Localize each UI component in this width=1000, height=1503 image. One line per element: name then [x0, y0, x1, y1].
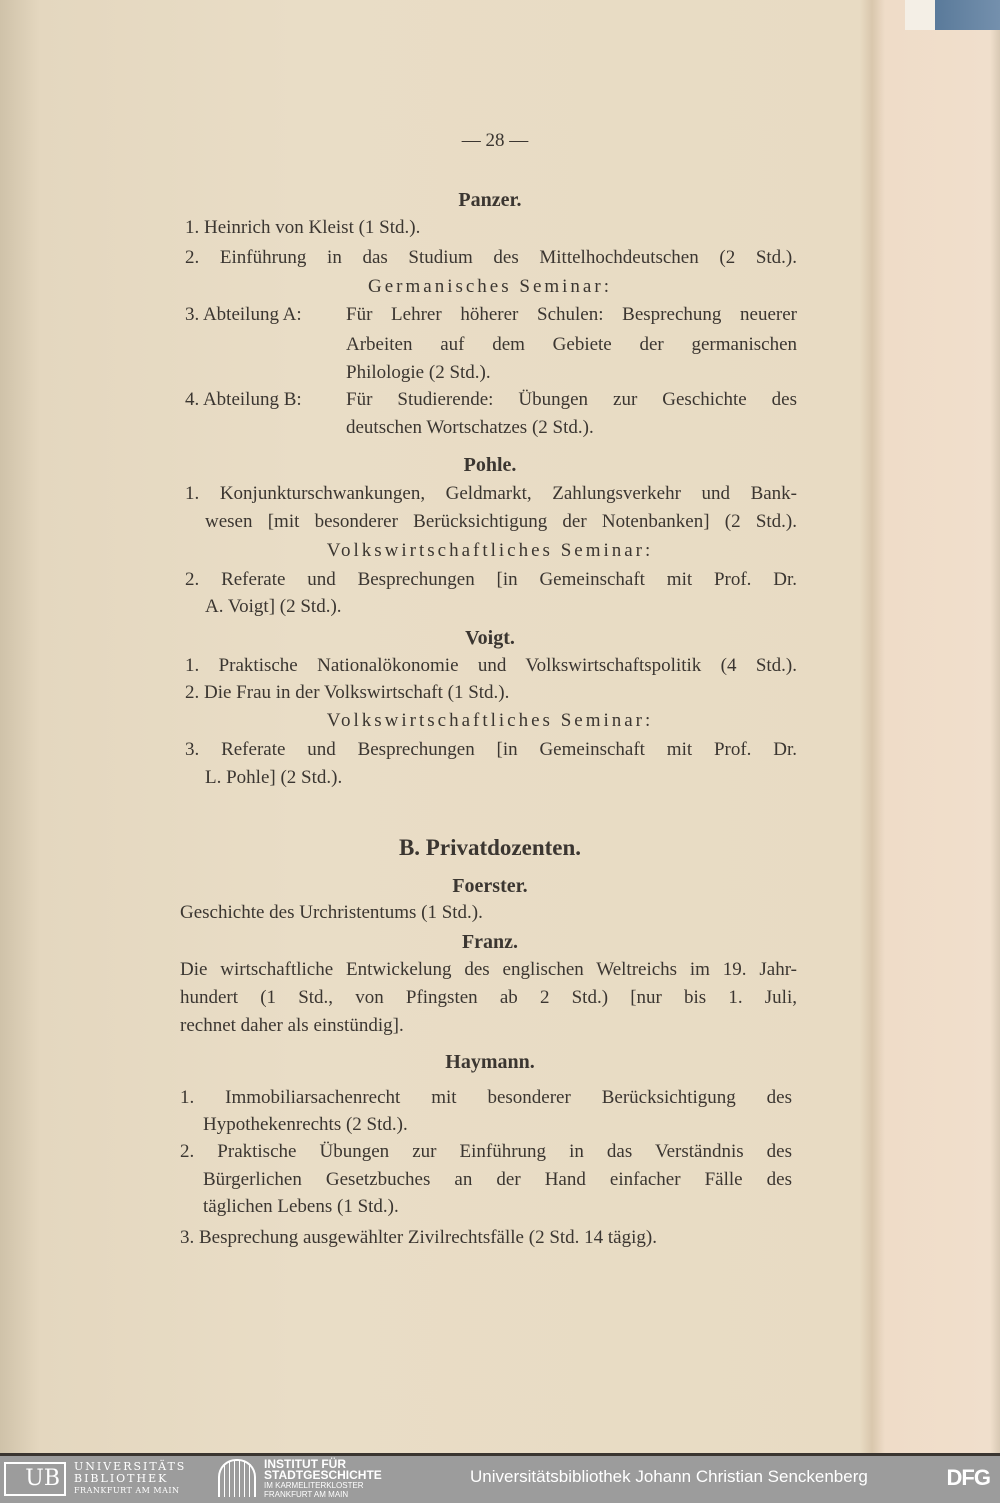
list-item: 2. Die Frau in der Volkswirtschaft (1 Std.).	[185, 682, 510, 703]
arch-icon	[218, 1459, 256, 1497]
list-item: 2. Praktische Übungen zur Einführung in das Verständnis des	[180, 1141, 792, 1162]
isg-logo-line: STADTGESCHICHTE	[264, 1468, 382, 1482]
heading-franz: Franz.	[461, 931, 519, 953]
ub-logo-line: BIBLIOTHEK	[74, 1472, 169, 1485]
list-item: täglichen Lebens (1 Std.).	[203, 1196, 399, 1217]
list-item: Für Studierende: Übungen zur Geschichte des	[346, 389, 797, 410]
list-item: L. Pohle] (2 Std.).	[205, 767, 343, 788]
seminar-heading: Germanisches Seminar:	[368, 276, 612, 297]
heading-voigt: Voigt.	[465, 627, 515, 649]
dfg-logo[interactable]: DFG	[946, 1465, 990, 1490]
list-item: Geschichte des Urchristentums (1 Std.).	[180, 902, 483, 923]
list-item: A. Voigt] (2 Std.).	[205, 596, 342, 617]
list-item-label: 4. Abteilung B:	[185, 389, 302, 410]
ub-logo-line: UNIVERSITÄTS	[74, 1460, 187, 1473]
heading-panzer: Panzer.	[458, 189, 522, 211]
list-item-label: 3. Abteilung A:	[185, 304, 302, 325]
seminar-heading: Volkswirtschaftliches Seminar:	[326, 710, 654, 731]
heading-foerster: Foerster.	[452, 875, 528, 897]
isg-logo[interactable]	[218, 1459, 382, 1499]
list-item: Hypothekenrechts (2 Std.).	[203, 1114, 408, 1135]
list-item: wesen [mit besonderer Berücksichtigung der Notenbanken] (2 Std.).	[205, 511, 797, 532]
ub-logo-mark: UB	[4, 1462, 66, 1496]
heading-haymann: Haymann.	[445, 1051, 535, 1073]
isg-logo-line: IM KARMELITERKLOSTER	[264, 1481, 364, 1490]
list-item: rechnet daher als einstündig].	[180, 1015, 404, 1036]
list-item: 1. Immobiliarsachenrecht mit besonderer Berücksichtigung des	[180, 1087, 792, 1108]
list-item: hundert (1 Std., von Pfingsten ab 2 Std.) [nur bis 1. Juli,	[180, 987, 797, 1008]
list-item: 3. Referate und Besprechungen [in Gemeinschaft mit Prof. Dr.	[185, 739, 797, 760]
list-item: Bürgerlichen Gesetzbuches an der Hand einfacher Fälle des	[203, 1169, 792, 1190]
page-edge-tab	[905, 0, 1000, 30]
list-item: deutschen Wortschatzes (2 Std.).	[346, 417, 594, 438]
heading-pohle: Pohle.	[463, 454, 517, 476]
list-item: 1. Heinrich von Kleist (1 Std.).	[185, 217, 421, 238]
list-item: 1. Konjunkturschwankungen, Geldmarkt, Zahlungsverkehr und Bank-	[185, 483, 797, 504]
list-item: Die wirtschaftliche Entwickelung des englischen Weltreichs im 19. Jahr-	[180, 959, 797, 980]
seminar-heading: Volkswirtschaftliches Seminar:	[326, 540, 654, 561]
heading-privatdozenten: B. Privatdozenten.	[398, 835, 582, 860]
list-item: Für Lehrer höherer Schulen: Besprechung neuerer	[346, 304, 797, 325]
isg-logo-line: INSTITUT FÜR	[264, 1457, 346, 1471]
list-item: Arbeiten auf dem Gebiete der germanischen	[346, 334, 797, 355]
list-item: Philologie (2 Std.).	[346, 362, 491, 383]
library-name[interactable]: Universitätsbibliothek Johann Christian Senckenberg	[470, 1467, 868, 1486]
isg-logo-line: FRANKFURT AM MAIN	[264, 1490, 349, 1499]
ub-logo[interactable]	[4, 1461, 186, 1497]
list-item: 2. Einführung in das Studium des Mittelhochdeutschen (2 Std.).	[185, 247, 797, 268]
list-item: 3. Besprechung ausgewählter Zivilrechtsfälle (2 Std. 14 tägig).	[180, 1227, 657, 1248]
list-item: 2. Referate und Besprechungen [in Gemeinschaft mit Prof. Dr.	[185, 569, 797, 590]
footer-divider	[0, 1453, 1000, 1456]
ub-logo-line: FRANKFURT AM MAIN	[74, 1486, 180, 1495]
footer-bar	[0, 1453, 1000, 1503]
page-number: — 28 —	[461, 130, 529, 151]
list-item: 1. Praktische Nationalökonomie und Volkswirtschaftspolitik (4 Std.).	[185, 655, 797, 676]
